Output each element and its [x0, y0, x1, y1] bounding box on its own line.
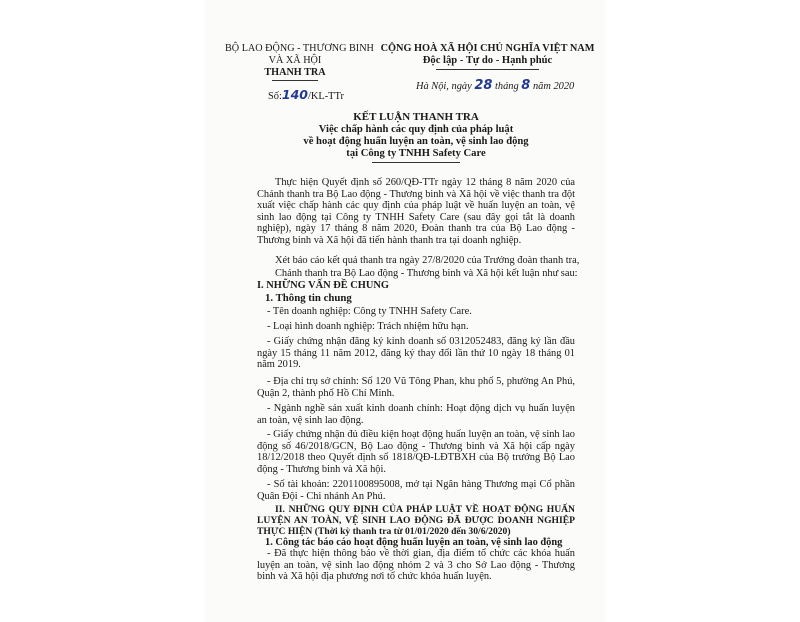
title-underline: [372, 162, 460, 163]
section1-heading: I. NHỮNG VẤN ĐỀ CHUNG: [257, 280, 389, 291]
list-item: - Loại hình doanh nghiệp: Trách nhiệm hữu hạn.: [267, 321, 469, 332]
list-item: - Ngành nghề sản xuất kinh doanh chính: Hoạt động dịch vụ huấn luyện an toàn, vệ sinh lao động.: [257, 403, 575, 426]
date-day: 28: [474, 78, 493, 93]
motto: Độc lập - Tự do - Hạnh phúc: [422, 55, 553, 66]
number-prefix: Số:: [268, 91, 282, 102]
section2-period: (Thời kỳ thanh tra từ 01/01/2020 đến 30/6/2020): [314, 526, 511, 537]
list-item: - Giấy chứng nhận đăng ký kinh doanh số 0312052483, đăng ký lần đầu ngày 15 tháng 11 năm 2012, đăng ký thay đổi lần thứ 10 ngày 18 tháng 01 năm 2019.: [257, 336, 575, 370]
intro-paragraph-3: Chánh thanh tra Bộ Lao động - Thương binh và Xã hội kết luận như sau:: [275, 268, 578, 279]
section2-heading: [257, 504, 575, 537]
ministry-line1: BỘ LAO ĐỘNG - THƯƠNG BINH: [225, 43, 374, 54]
number-suffix: /KL-TTr: [307, 91, 344, 102]
list-item: - Tên doanh nghiệp: Công ty TNHH Safety Care.: [267, 306, 472, 317]
section2-heading-text: II. NHỮNG QUY ĐỊNH CỦA PHÁP LUẬT VỀ HOẠT ĐỘNG HUẤN LUYỆN AN TOÀN, VỆ SINH LAO ĐỘNG ĐÃ ĐƯỢC DOANH NGHIỆP THỰC HIỆN: [257, 504, 575, 537]
unit-underline: [272, 80, 318, 81]
ministry-line2: VÀ XÃ HỘI: [268, 55, 322, 66]
date-line: [416, 78, 574, 93]
list-item: - Số tài khoản: 2201100895008, mở tại Ngân hàng Thương mại Cổ phần Quân Đội - Chi nhánh An Phú.: [257, 479, 575, 502]
section2-subheading: 1. Công tác báo cáo hoạt động huấn luyện an toàn, vệ sinh lao động: [265, 537, 563, 548]
date-prefix: Hà Nội, ngày: [416, 81, 472, 92]
list-item: - Địa chỉ trụ sở chính: Số 120 Vũ Tông Phan, khu phố 5, phường An Phú, Quận 2, thành phố Hồ Chí Minh.: [257, 376, 575, 399]
number-handwritten: 140: [281, 87, 308, 102]
title-line2: về hoạt động huấn luyện an toàn, vệ sinh lao động: [303, 136, 529, 147]
section1-subheading: 1. Thông tin chung: [265, 292, 352, 304]
title-line3: tại Công ty TNHH Safety Care: [346, 148, 486, 159]
intro-paragraph-2: Xét báo cáo kết quả thanh tra ngày 27/8/2020 của Trưởng đoàn thanh tra,: [275, 255, 580, 266]
unit-name: THANH TRA: [264, 67, 326, 78]
document-title: KẾT LUẬN THANH TRA: [353, 111, 479, 123]
date-month-word: tháng: [495, 81, 519, 92]
date-month: 8: [521, 78, 531, 93]
document-number: [268, 87, 344, 102]
date-year: năm 2020: [532, 81, 575, 92]
list-item: - Giấy chứng nhận đủ điều kiện hoạt động huấn luyện an toàn, vệ sinh lao động số 46/2018/GCN, Bộ Lao động - Thương binh và Xã hội cấp ngày 18/12/2018 theo Quyết định số 1818/QĐ-LĐTBXH của Bộ trưởng Bộ Lao động - Thương binh và Xã hội.: [257, 429, 575, 475]
motto-underline: [436, 69, 539, 70]
list-item: - Đã thực hiện thông báo về thời gian, địa điểm tổ chức các khóa huấn luyện an toàn, vệ sinh lao động nhóm 2 và 3 cho Sở Lao động - Thương binh và Xã hội địa phương nơi tổ chức khóa huấn luyện.: [257, 548, 575, 582]
title-line1: Việc chấp hành các quy định của pháp luật: [318, 124, 514, 135]
country-name: CỘNG HOÀ XÃ HỘI CHỦ NGHĨA VIỆT NAM: [380, 43, 595, 54]
intro-paragraph: Thực hiện Quyết định số 260/QĐ-TTr ngày 12 tháng 8 năm 2020 của Chánh thanh tra Bộ Lao động - Thương binh và Xã hội về việc thanh tra đột xuất việc chấp hành các quy định của pháp luật về huấn luyện an toàn, vệ sinh lao động tại Công ty TNHH Safety Care (sau đây gọi tắt là doanh nghiệp), ngày 17 tháng 8 năm 2020, Đoàn thanh tra của Bộ Lao động - Thương binh và Xã hội đã tiến hành thanh tra tại doanh nghiệp.: [257, 177, 575, 246]
